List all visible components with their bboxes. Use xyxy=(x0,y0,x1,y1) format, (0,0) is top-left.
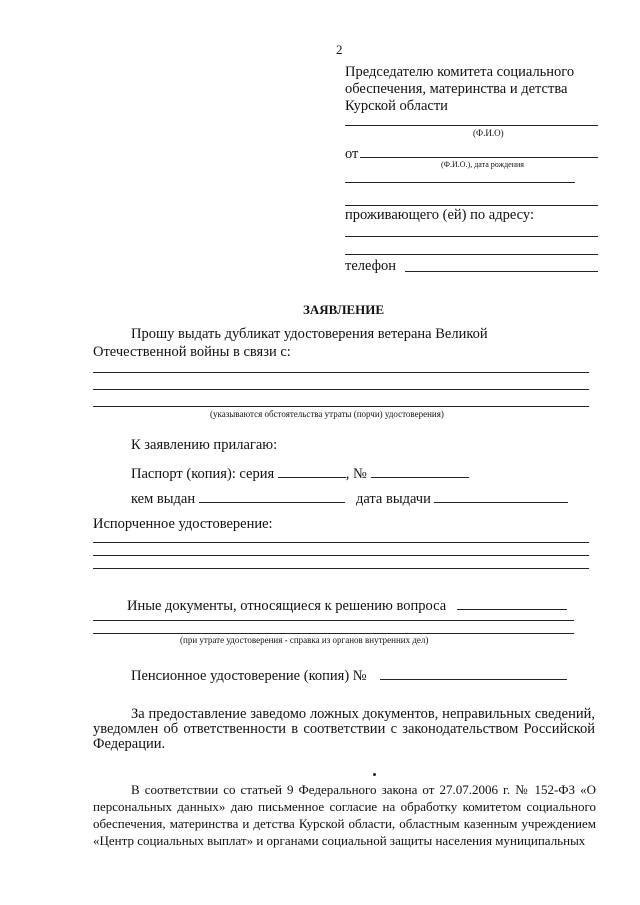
addressee-line-3: Курской области xyxy=(345,98,448,114)
reason-line-3[interactable] xyxy=(93,406,589,407)
other-docs-field[interactable] xyxy=(457,595,567,610)
request-line-1: Прошу выдать дубликат удостоверения ветерана Великой xyxy=(131,326,488,342)
from-label: от xyxy=(345,146,359,162)
phone-label: телефон xyxy=(345,258,397,274)
other-docs-row xyxy=(127,595,567,615)
liability-paragraph: За предоставление заведомо ложных документов, неправильных сведений, уведомлен об ответственности в соответствии с законодательством Российской Федерации. xyxy=(93,706,595,752)
from-line-3[interactable] xyxy=(345,205,598,206)
address-label: проживающего (ей) по адресу: xyxy=(345,207,534,223)
phone-line[interactable] xyxy=(405,271,598,272)
fio-line[interactable] xyxy=(345,125,598,126)
other-docs-line-2[interactable] xyxy=(93,633,574,634)
consent-paragraph: В соответствии со статьей 9 Федерального закона от 27.07.2006 г. № 152-ФЗ «О персональных данных» даю письменное согласие на обработку комитетом социального обеспечения, материнства и детства Курской области, областным казенным учреждением «Центр социальных выплат» и органами социальной защиты населения муниципальных xyxy=(93,782,596,848)
other-docs-line-1[interactable] xyxy=(93,620,574,621)
passport-number-field[interactable] xyxy=(371,463,469,478)
attachments-heading: К заявлению прилагаю: xyxy=(131,437,278,453)
issued-row xyxy=(131,488,568,508)
reason-line-1[interactable] xyxy=(93,372,589,373)
address-line-2[interactable] xyxy=(345,254,598,255)
request-line-2: Отечественной войны в связи с: xyxy=(93,344,291,360)
reason-line-2[interactable] xyxy=(93,389,589,390)
from-line-2[interactable] xyxy=(345,182,575,183)
issued-by-field[interactable] xyxy=(199,488,345,503)
from-caption: (Ф.И.О.), дата рождения xyxy=(441,160,524,169)
damaged-line-3[interactable] xyxy=(93,568,589,569)
pension-label: Пенсионное удостоверение (копия) № xyxy=(131,668,367,684)
dot-mark xyxy=(373,773,376,776)
from-line[interactable] xyxy=(360,157,598,158)
pension-number-field[interactable] xyxy=(380,665,567,680)
address-line-1[interactable] xyxy=(345,236,598,237)
damaged-line-1[interactable] xyxy=(93,542,589,543)
issued-by-label: кем выдан xyxy=(131,491,196,507)
addressee-line-2: обеспечения, материнства и детства xyxy=(345,81,568,97)
passport-number-label: № xyxy=(353,466,367,482)
addressee-line-1: Председателю комитета социального xyxy=(345,64,575,80)
passport-row: Паспорт (копия): серия , № xyxy=(131,463,469,483)
reason-caption: (указываются обстоятельства утраты (порчи) удостоверения) xyxy=(210,409,444,419)
passport-series-field[interactable] xyxy=(278,463,346,478)
page-number: 2 xyxy=(336,42,343,57)
issue-date-label: дата выдачи xyxy=(355,491,431,507)
document-title: ЗАЯВЛЕНИЕ xyxy=(303,302,385,317)
other-docs-caption: (при утрате удостоверения - справка из органов внутренних дел) xyxy=(180,635,429,645)
fio-caption: (Ф.И.О) xyxy=(473,128,504,138)
damaged-label: Испорченное удостоверение: xyxy=(93,516,273,532)
issue-date-field[interactable] xyxy=(434,488,568,503)
other-docs-label: Иные документы, относящиеся к решению вопроса xyxy=(127,598,447,614)
pension-row xyxy=(131,665,567,685)
damaged-line-2[interactable] xyxy=(93,555,589,556)
passport-label: Паспорт (копия): серия xyxy=(131,466,275,482)
